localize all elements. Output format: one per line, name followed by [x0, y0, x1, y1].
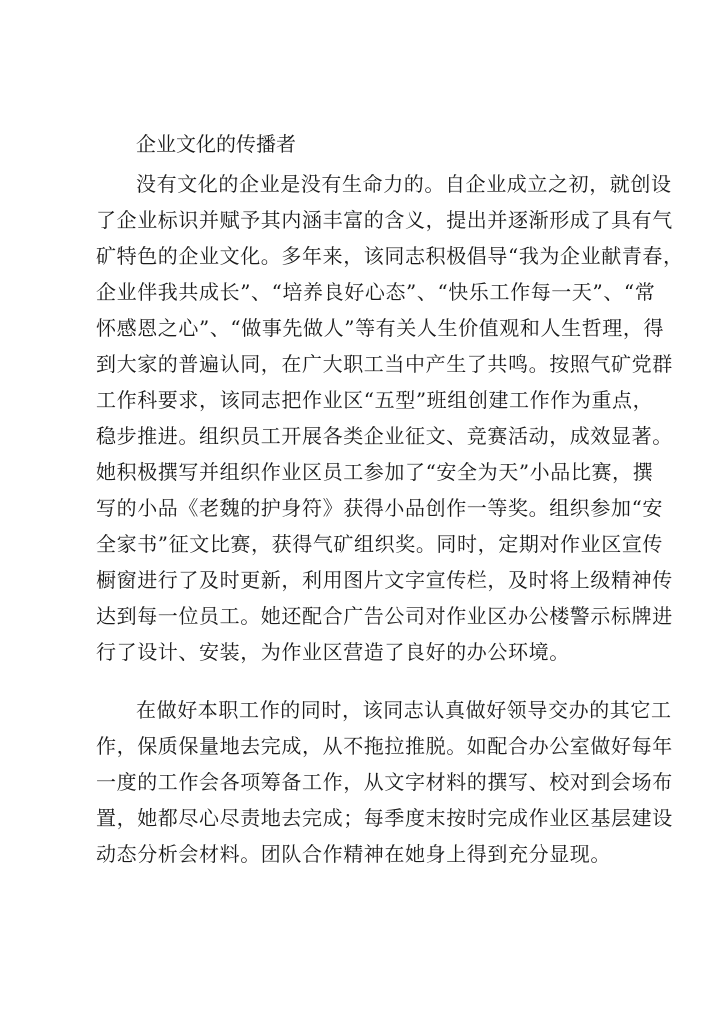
paragraph-line: 在做好本职工作的同时，该同志认真做好领导交办的其它工 [136, 698, 672, 722]
paragraph-1 [96, 166, 684, 670]
paragraph-line: 作，保质保量地去完成，从不拖拉推脱。如配合办公室做好每年 [96, 734, 673, 758]
paragraph-line: 怀感恩之心”、“做事先做人”等有关人生价值观和人生哲理，得 [96, 316, 665, 340]
paragraph-line: 橱窗进行了及时更新，利用图片文字宣传栏，及时将上级精神传 [96, 568, 673, 592]
paragraph-line: 达到每一位员工。她还配合广告公司对作业区办公楼警示标牌进 [96, 604, 673, 628]
paragraph-line: 一度的工作会各项筹备工作，从文字材料的撰写、校对到会场布 [96, 770, 673, 794]
paragraph-line: 没有文化的企业是没有生命力的。自企业成立之初，就创设 [136, 172, 672, 196]
paragraph-line: 置，她都尽心尽责地去完成；每季度末按时完成作业区基层建设 [96, 806, 673, 830]
section-heading: 企业文化的传播者 [136, 132, 296, 156]
paragraph-line: 矿特色的企业文化。多年来，该同志积极倡导“我为企业献青春， [96, 244, 684, 268]
paragraph-2 [96, 692, 673, 872]
paragraph-line: 她积极撰写并组织作业区员工参加了“安全为天”小品比赛，撰 [96, 460, 654, 484]
paragraph-line: 全家书”征文比赛，获得气矿组织奖。同时，定期对作业区宣传 [96, 532, 664, 556]
paragraph-line: 工作科要求，该同志把作业区“五型”班组创建工作作为重点， [96, 388, 654, 412]
paragraph-line: 写的小品《老魏的护身符》获得小品创作一等奖。组织参加“安 [96, 496, 664, 520]
paragraph-line: 到大家的普遍认同，在广大职工当中产生了共鸣。按照气矿党群 [96, 352, 673, 376]
paragraph-line: 行了设计、安装，为作业区营造了良好的办公环境。 [96, 640, 570, 664]
paragraph-line: 了企业标识并赋予其内涵丰富的含义，提出并逐渐形成了具有气 [96, 208, 673, 232]
paragraph-line: 动态分析会材料。团队合作精神在她身上得到充分显现。 [96, 842, 611, 866]
paragraph-line: 稳步推进。组织员工开展各类企业征文、竞赛活动，成效显著。 [96, 424, 673, 448]
paragraph-line: 企业伴我共成长”、“培养良好心态”、“快乐工作每一天”、“常 [96, 280, 656, 304]
